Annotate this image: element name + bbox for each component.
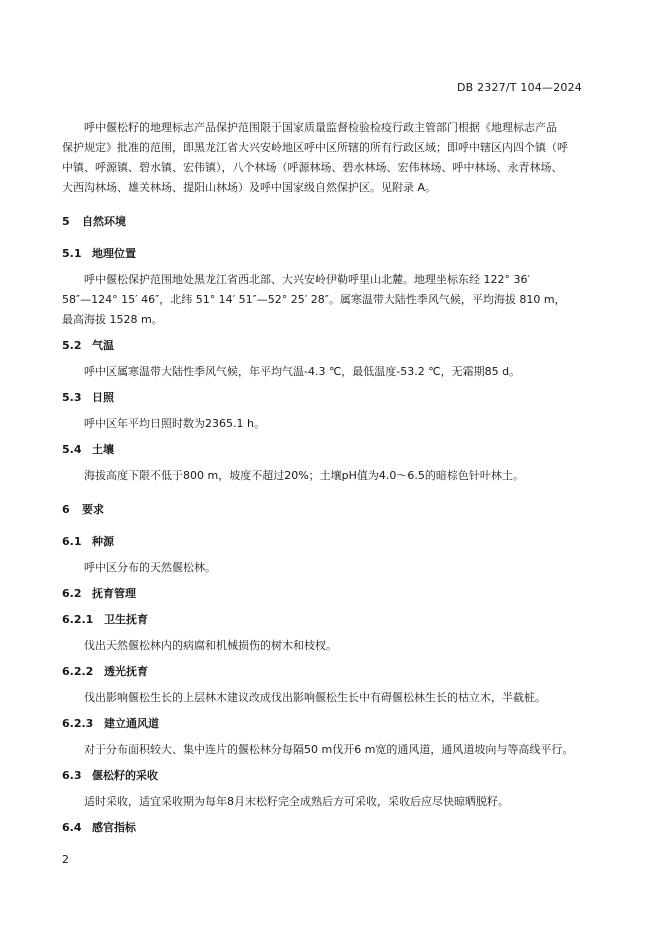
paragraph: 呼中区属寒温带大陆性季风气候，年平均气温-4.3 ℃，最低温度-53.2 ℃，无霜期85 d。 — [84, 365, 521, 378]
section-title: 卫生抚育 — [104, 613, 148, 626]
paragraph-line: 呼中偃松籽的地理标志产品保护范围限于国家质量监督检验检疫行政主管部门根据《地理标志产品 — [84, 121, 557, 134]
section-number: 6.2.2 — [62, 665, 94, 678]
section-title: 建立通风道 — [104, 717, 159, 730]
section-title: 日照 — [92, 391, 114, 404]
section-heading-6-1 — [62, 532, 584, 552]
section-number: 5.1 — [62, 247, 82, 260]
section-heading-6 — [62, 500, 584, 520]
page-body — [62, 118, 584, 838]
section-heading-6-4 — [62, 818, 584, 838]
section-heading-5-4 — [62, 440, 584, 460]
section-title: 种源 — [92, 535, 114, 548]
paragraph-line: 呼中偃松保护范围地处黑龙江省西北部、大兴安岭伊勒呼里山北麓。地理坐标东经 122° 36′ — [84, 273, 530, 286]
section-heading-5-2 — [62, 336, 584, 356]
section-heading-5 — [62, 212, 584, 232]
paragraph: 对于分布面积较大、集中连片的偃松林分每隔50 m伐开6 m宽的通风道，通风道坡向与等高线平行。 — [84, 743, 574, 756]
paragraph-line: 大西沟林场、雄关林场、提阳山林场）及呼中国家级自然保护区。见附录 A。 — [62, 181, 437, 194]
section-title: 气温 — [92, 339, 114, 352]
section-title: 偃松籽的采收 — [92, 769, 158, 782]
paragraph-line: 58″—124° 15′ 46″，北纬 51° 14′ 51″—52° 25′ 28″。属寒温带大陆性季风气候，平均海拔 810 m， — [62, 293, 566, 306]
section-heading-6-2-1 — [62, 610, 584, 630]
paragraph: 伐出天然偃松林内的病腐和机械损伤的树木和枝杈。 — [84, 639, 337, 652]
section-title: 土壤 — [92, 443, 114, 456]
section-number: 6.3 — [62, 769, 82, 782]
paragraph-line: 中镇、呼源镇、碧水镇、宏伟镇），八个林场（呼源林场、碧水林场、宏伟林场、呼中林场、永青林场、 — [62, 161, 563, 174]
section-title: 抚育管理 — [92, 587, 136, 600]
section-number: 6 — [62, 503, 70, 516]
section-heading-6-2-2 — [62, 662, 584, 682]
section-heading-6-2-3 — [62, 714, 584, 734]
paragraph: 适时采收，适宜采收期为每年8月末松籽完全成熟后方可采收，采收后应尽快晾晒脱籽。 — [84, 795, 509, 808]
section-heading-6-3 — [62, 766, 584, 786]
section-title: 透光抚育 — [104, 665, 148, 678]
section-title: 要求 — [82, 503, 104, 516]
section-number: 5.4 — [62, 443, 82, 456]
document-code: DB 2327/T 104—2024 — [456, 81, 582, 94]
intro-paragraph — [62, 118, 584, 198]
section-number: 6.1 — [62, 535, 82, 548]
section-heading-5-3 — [62, 388, 584, 408]
paragraph: 呼中区分布的天然偃松林。 — [84, 561, 216, 574]
section-number: 5.3 — [62, 391, 82, 404]
section-number: 5.2 — [62, 339, 82, 352]
section-title: 感官指标 — [92, 821, 136, 834]
page-number: 2 — [62, 853, 69, 866]
section-heading-5-1 — [62, 244, 584, 264]
section-number: 5 — [62, 215, 70, 228]
section-number: 6.2.1 — [62, 613, 94, 626]
paragraph: 海拔高度下限不低于800 m，坡度不超过20%；土壤pH值为4.0～6.5的暗棕色针叶林土。 — [84, 469, 524, 482]
paragraph-line: 保护规定》批准的范围，即黑龙江省大兴安岭地区呼中区所辖的所有行政区域；即呼中辖区内四个镇（呼 — [62, 141, 568, 154]
paragraph: 伐出影响偃松生长的上层林木建议改成伐出影响偃松生长中有碍偃松林生长的枯立木，半截桩。 — [84, 691, 546, 704]
paragraph-line: 最高海拔 1528 m。 — [62, 313, 163, 326]
section-number: 6.2.3 — [62, 717, 94, 730]
section-title: 自然环境 — [82, 215, 126, 228]
section-number: 6.2 — [62, 587, 82, 600]
section-heading-6-2 — [62, 584, 584, 604]
section-number: 6.4 — [62, 821, 82, 834]
paragraph — [62, 270, 584, 330]
section-title: 地理位置 — [92, 247, 136, 260]
paragraph: 呼中区年平均日照时数为2365.1 h。 — [84, 417, 265, 430]
